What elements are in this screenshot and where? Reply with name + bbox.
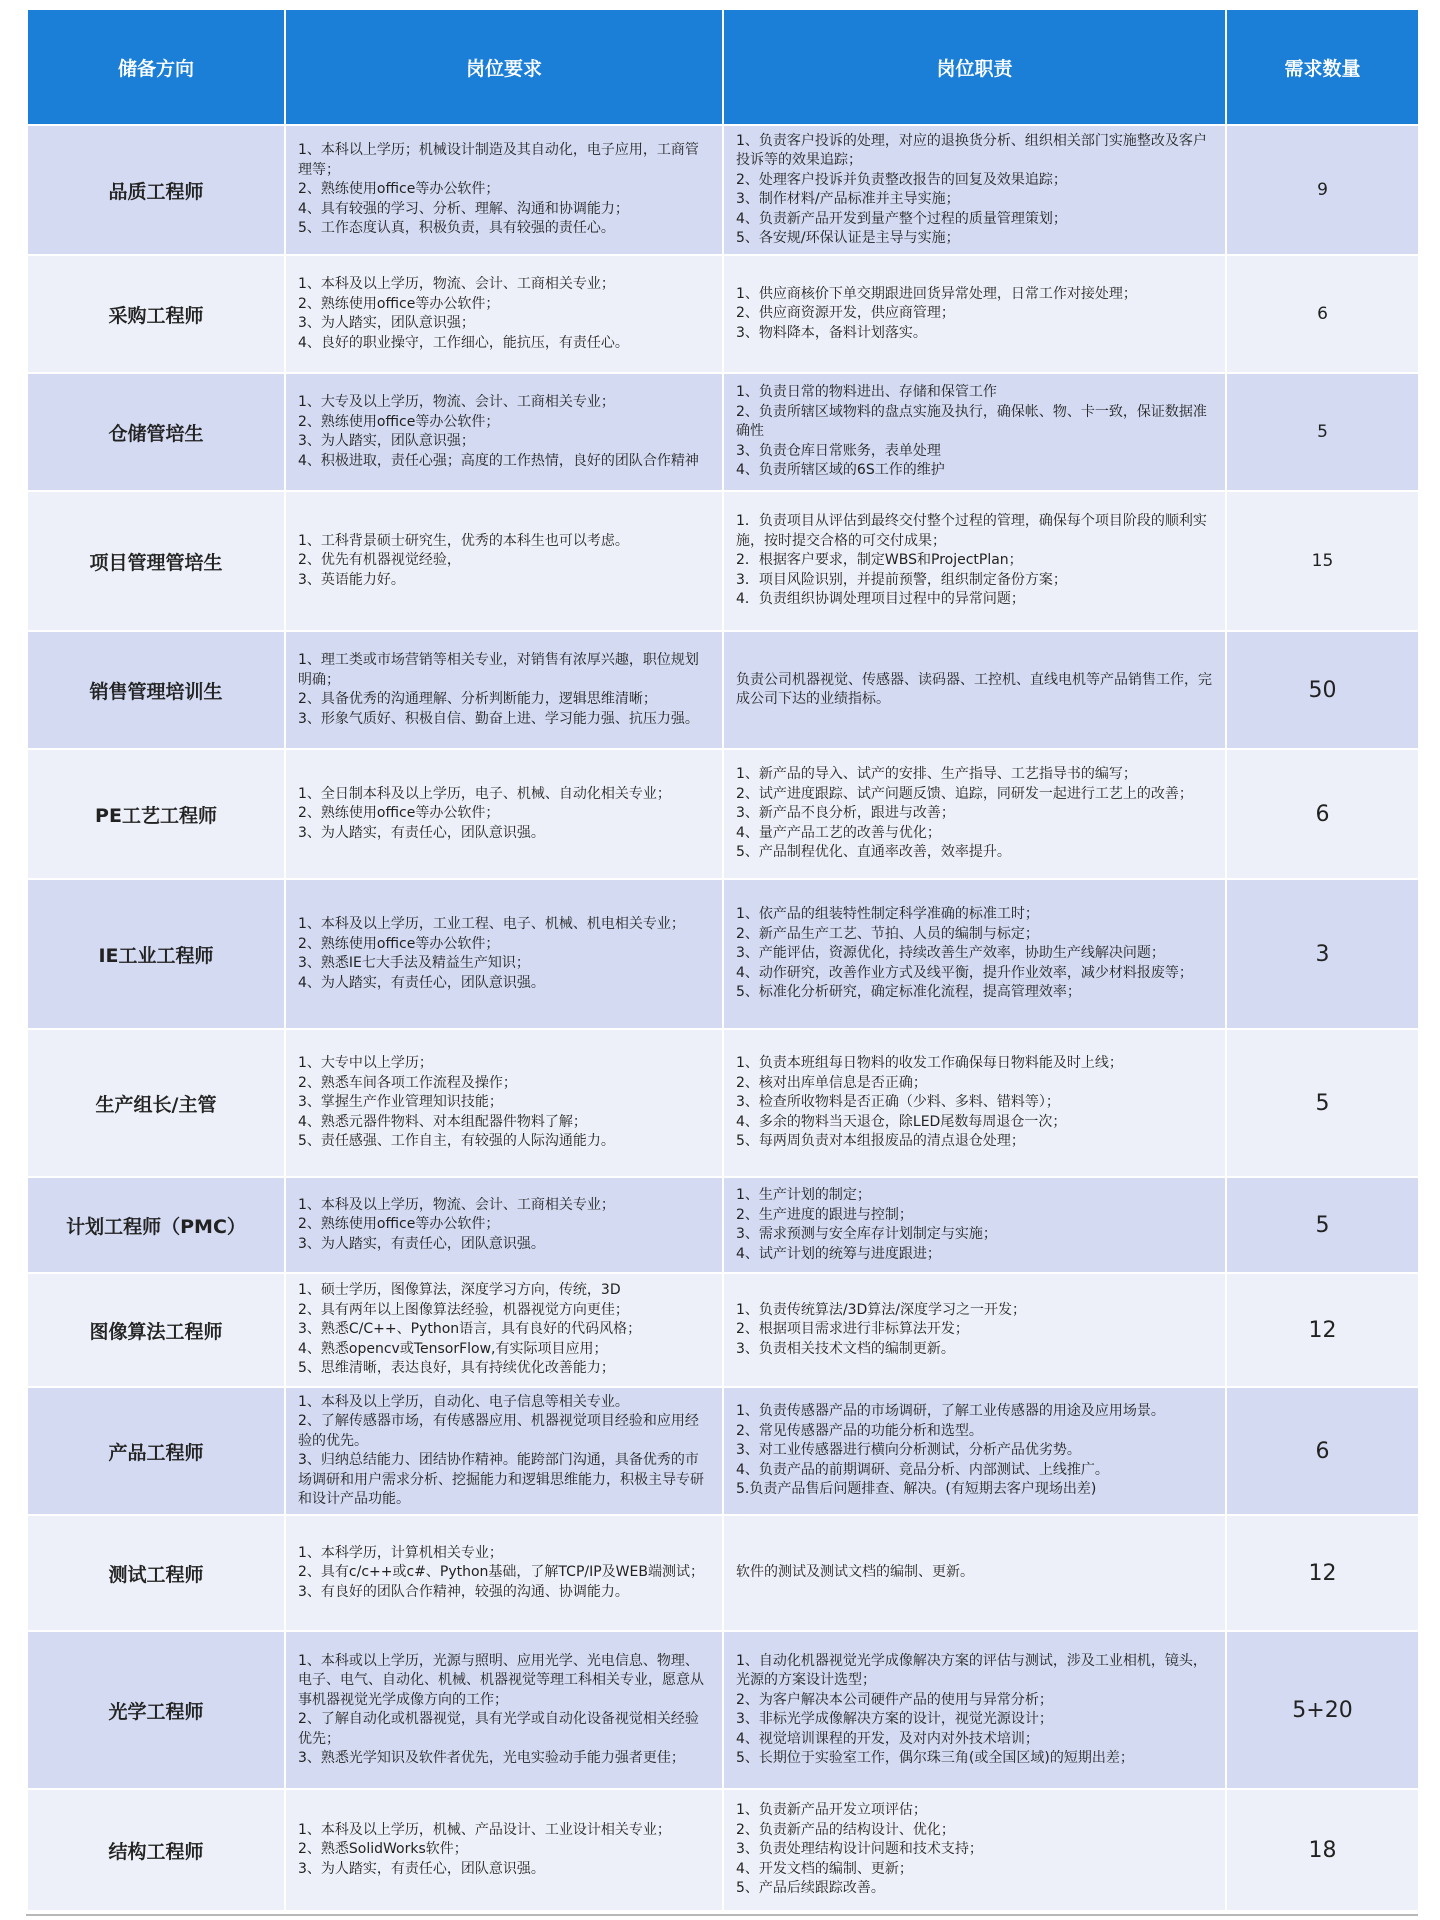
requirement-line: 1、本科及以上学历，工业工程、电子、机械、机电相关专业；: [298, 916, 685, 932]
duty-line: 软件的测试及测试文档的编制、更新。: [736, 1564, 974, 1581]
duty-line: 5、每两周负责对本组报废品的清点退仓处理；: [736, 1133, 1025, 1150]
duty-line: 5、各安规/环保认证是主导与实施；: [736, 230, 960, 246]
table-row: [27, 1789, 1419, 1911]
table-row: [27, 255, 1419, 373]
duties-cell: [723, 631, 1226, 749]
duty-line: 1、负责新产品开发立项评估；: [736, 1802, 927, 1819]
requirements-cell: [285, 373, 723, 491]
duty-line: 3、需求预测与安全库存计划制定与实施；: [736, 1226, 997, 1242]
duty-line: 1、供应商核价下单交期跟进回货异常处理，日常工作对接处理；: [736, 285, 1137, 302]
duty-line: 5、产品制程优化、直通率改善，效率提升。: [736, 844, 1011, 861]
duty-line: 4、动作研究，改善作业方式及线平衡，提升作业效率，减少材料报废等；: [736, 964, 1193, 981]
duty-line: 1、新产品的导入、试产的安排、生产指导、工艺指导书的编写；: [736, 766, 1137, 783]
duty-line: 4、负责所辖区域的6S工作的维护: [736, 462, 945, 479]
duties-cell: [723, 1631, 1226, 1789]
requirement-line: 3、归纳总结能力、团结协作精神。能跨部门沟通，具备优秀的市场调研和用户需求分析、挖掘能力和逻辑思维能力，积极主导专研和设计产品功能。: [298, 1452, 704, 1507]
duty-line: 2、负责所辖区域物料的盘点实施及执行，确保帐、物、卡一致，保证数据准确性: [736, 403, 1207, 440]
requirement-line: 5、责任感强、工作自主，有较强的人际沟通能力。: [298, 1133, 615, 1150]
requirement-line: 3、有良好的团队合作精神，较强的沟通、协调能力。: [298, 1583, 629, 1600]
duty-line: 4、视觉培训课程的开发，及对内对外技术培训；: [736, 1730, 1039, 1747]
position-title: 光学工程师: [27, 1631, 285, 1789]
duty-line: 4、多余的物料当天退仓，除LED尾数每周退仓一次；: [736, 1113, 1067, 1130]
duty-line: 4、负责新产品开发到量产整个过程的质量管理策划；: [736, 210, 1067, 227]
duty-line: 2．根据客户要求，制定WBS和ProjectPlan；: [736, 552, 1023, 569]
requirements-cell: [285, 1631, 723, 1789]
duty-line: 负责公司机器视觉、传感器、读码器、工控机、直线电机等产品销售工作，完成公司下达的业绩指标。: [736, 671, 1212, 707]
requirements-cell: [285, 125, 723, 255]
requirement-line: 5、思维清晰，表达良好，具有持续优化改善能力；: [298, 1360, 615, 1377]
table-row: [27, 879, 1419, 1029]
duties-cell: [723, 879, 1226, 1029]
requirement-line: 4、具有较强的学习、分析、理解、沟通和协调能力；: [298, 200, 629, 217]
duty-line: 1、负责本班组每日物料的收发工作确保每日物料能及时上线；: [736, 1055, 1123, 1072]
requirements-cell: [285, 491, 723, 631]
quantity-cell: 6: [1226, 749, 1419, 879]
duty-line: 1、生产计划的制定；: [736, 1187, 871, 1203]
position-title: 测试工程师: [27, 1515, 285, 1631]
duty-line: 3、检查所收物料是否正确（少料、多料、错料等）；: [736, 1094, 1060, 1111]
table-row: [27, 631, 1419, 749]
requirement-line: 2、熟练使用office等办公软件；: [298, 805, 500, 822]
position-title: 计划工程师（PMC）: [27, 1177, 285, 1273]
table-row: [27, 1515, 1419, 1631]
duty-line: 2、供应商资源开发，供应商管理；: [736, 305, 955, 322]
requirement-line: 1、大专中以上学历；: [298, 1055, 433, 1072]
table-row: [27, 1631, 1419, 1789]
requirement-line: 5、工作态度认真，积极负责，具有较强的责任心。: [298, 220, 615, 237]
duty-line: 4．负责组织协调处理项目过程中的异常问题；: [736, 591, 1025, 608]
duty-line: 2、处理客户投诉并负责整改报告的回复及效果追踪；: [736, 171, 1067, 188]
requirement-line: 2、具备优秀的沟通理解、分析判断能力，逻辑思维清晰；: [298, 691, 657, 707]
duty-line: 3、非标光学成像解决方案的设计，视觉光源设计；: [736, 1711, 1053, 1727]
requirement-line: 3、为人踏实，有责任心，团队意识强。: [298, 1860, 545, 1877]
requirements-cell: [285, 1387, 723, 1515]
requirement-line: 1、大专及以上学历，物流、会计、工商相关专业；: [298, 394, 615, 410]
duty-line: 1、自动化机器视觉光学成像解决方案的评估与测试，涉及工业相机，镜头，光源的方案设计选型；: [736, 1652, 1207, 1688]
requirements-cell: [285, 1177, 723, 1273]
requirement-line: 1、工科背景硕士研究生，优秀的本科生也可以考虑。: [298, 532, 629, 549]
duty-line: 3、制作材料/产品标准并主导实施；: [736, 191, 960, 207]
requirement-line: 2、熟练使用office等办公软件；: [298, 295, 500, 312]
position-title: 产品工程师: [27, 1387, 285, 1515]
quantity-cell: 18: [1226, 1789, 1419, 1911]
bottom-divider: [26, 1914, 1418, 1916]
requirements-cell: [285, 879, 723, 1029]
requirement-line: 1、本科及以上学历，物流、会计、工商相关专业；: [298, 276, 615, 292]
duty-line: 1、负责传感器产品的市场调研，了解工业传感器的用途及应用场景。: [736, 1403, 1165, 1420]
requirement-line: 1、本科学历，计算机相关专业；: [298, 1544, 503, 1561]
duty-line: 3、负责相关技术文档的编制更新。: [736, 1340, 955, 1357]
requirement-line: 1、本科及以上学历，自动化、电子信息等相关专业。: [298, 1393, 629, 1410]
table-body: [27, 125, 1419, 1911]
requirement-line: 3、为人踏实，团队意识强；: [298, 433, 475, 449]
requirement-line: 2、熟练使用office等办公软件；: [298, 181, 500, 198]
requirement-line: 2、熟练使用office等办公软件；: [298, 1216, 500, 1233]
position-title: 生产组长/主管: [27, 1029, 285, 1177]
duty-line: 2、生产进度的跟进与控制；: [736, 1206, 913, 1223]
duty-line: 2、常见传感器产品的功能分析和选型。: [736, 1422, 983, 1439]
requirement-line: 1、硕士学历，图像算法，深度学习方向，传统，3D: [298, 1282, 621, 1299]
requirement-line: 2、具有两年以上图像算法经验，机器视觉方向更佳；: [298, 1301, 629, 1318]
duty-line: 2、试产进度跟踪、试产问题反馈、追踪，同研发一起进行工艺上的改善；: [736, 785, 1193, 802]
requirement-line: 3、为人踏实，有责任心，团队意识强。: [298, 1235, 545, 1252]
duty-line: 4、开发文档的编制、更新；: [736, 1860, 913, 1877]
duty-line: 1、依产品的组装特性制定科学准确的标准工时；: [736, 906, 1039, 923]
quantity-cell: 5: [1226, 373, 1419, 491]
table-row: [27, 1177, 1419, 1273]
job-table: [26, 8, 1420, 1912]
quantity-cell: 3: [1226, 879, 1419, 1029]
duties-cell: [723, 1273, 1226, 1387]
quantity-cell: 50: [1226, 631, 1419, 749]
requirement-line: 4、熟悉opencv或TensorFlow,有实际项目应用；: [298, 1340, 608, 1357]
requirement-line: 4、良好的职业操守，工作细心，能抗压，有责任心。: [298, 334, 629, 351]
requirement-line: 3、为人踏实，团队意识强；: [298, 315, 475, 331]
duty-line: 2、负责新产品的结构设计、优化；: [736, 1821, 955, 1838]
duties-cell: [723, 1177, 1226, 1273]
duty-line: 1、负责传统算法/3D算法/深度学习之一开发；: [736, 1301, 1027, 1318]
requirement-line: 1、本科或以上学历，光源与照明、应用光学、光电信息、物理、电子、电气、自动化、机械、机器视觉等理工科相关专业，愿意从事机器视觉光学成像方向的工作；: [298, 1652, 704, 1708]
requirement-line: 1、理工类或市场营销等相关专业，对销售有浓厚兴趣，职位规划明确；: [298, 652, 699, 688]
duty-line: 1、负责客户投诉的处理，对应的退换货分析、组织相关部门实施整改及客户投诉等的效果追踪；: [736, 132, 1207, 168]
requirements-cell: [285, 255, 723, 373]
requirement-line: 2、熟练使用office等办公软件；: [298, 935, 500, 952]
position-title: 采购工程师: [27, 255, 285, 373]
requirement-line: 3、英语能力好。: [298, 571, 405, 588]
duty-line: 3、负责处理结构设计问题和技术支持；: [736, 1841, 983, 1858]
requirement-line: 2、熟悉车间各项工作流程及操作；: [298, 1074, 517, 1091]
table-row: [27, 1273, 1419, 1387]
duty-line: 4、负责产品的前期调研、竞品分析、内部测试、上线推广。: [736, 1461, 1109, 1478]
duty-line: 3、对工业传感器进行横向分析测试，分析产品优劣势。: [736, 1442, 1081, 1459]
duty-line: 2、新产品生产工艺、节拍、人员的编制与标定；: [736, 925, 1039, 942]
requirement-line: 3、熟悉IE七大手法及精益生产知识；: [298, 955, 530, 971]
duty-line: 3、产能评估，资源优化，持续改善生产效率，协助生产线解决问题；: [736, 945, 1165, 962]
duty-line: 1．负责项目从评估到最终交付整个过程的管理，确保每个项目阶段的顺利实施，按时提交合格的可交付成果；: [736, 513, 1207, 549]
quantity-cell: 6: [1226, 255, 1419, 373]
duty-line: 3、负责仓库日常账务，表单处理: [736, 442, 941, 459]
duty-line: 5、长期位于实验室工作，偶尔珠三角(或全国区域)的短期出差；: [736, 1750, 1134, 1766]
header-duties: 岗位职责: [723, 9, 1226, 125]
duty-line: 5、产品后续跟踪改善。: [736, 1880, 885, 1897]
requirement-line: 1、全日制本科及以上学历，电子、机械、自动化相关专业；: [298, 785, 671, 802]
duties-cell: [723, 491, 1226, 631]
table-row: [27, 491, 1419, 631]
requirement-line: 2、熟练使用office等办公软件；: [298, 413, 500, 430]
requirement-line: 3、熟悉C/C++、Python语言，具有良好的代码风格；: [298, 1321, 642, 1338]
quantity-cell: 5: [1226, 1177, 1419, 1273]
position-title: 仓储管培生: [27, 373, 285, 491]
requirement-line: 3、掌握生产作业管理知识技能；: [298, 1094, 503, 1111]
duty-line: 2、根据项目需求进行非标算法开发；: [736, 1321, 969, 1338]
header-row: [27, 9, 1419, 125]
table-row: [27, 125, 1419, 255]
duty-line: 2、为客户解决本公司硬件产品的使用与异常分析；: [736, 1691, 1053, 1708]
requirement-line: 1、本科以上学历；机械设计制造及其自动化，电子应用，工商管理等；: [298, 142, 699, 178]
table-row: [27, 1029, 1419, 1177]
duty-line: 4、试产计划的统筹与进度跟进；: [736, 1245, 941, 1262]
table-row: [27, 373, 1419, 491]
duties-cell: [723, 1789, 1226, 1911]
requirements-cell: [285, 1789, 723, 1911]
requirement-line: 4、为人踏实，有责任心，团队意识强。: [298, 974, 545, 991]
table-row: [27, 749, 1419, 879]
duty-line: 5、标准化分析研究，确定标准化流程，提高管理效率；: [736, 984, 1081, 1001]
quantity-cell: 12: [1226, 1273, 1419, 1387]
duty-line: 3、物料降本，备料计划落实。: [736, 324, 927, 341]
position-title: IE工业工程师: [27, 879, 285, 1029]
duties-cell: [723, 125, 1226, 255]
position-title: 项目管理管培生: [27, 491, 285, 631]
quantity-cell: 15: [1226, 491, 1419, 631]
duties-cell: [723, 255, 1226, 373]
duties-cell: [723, 1387, 1226, 1515]
requirement-line: 2、了解传感器市场，有传感器应用、机器视觉项目经验和应用经验的优先。: [298, 1413, 699, 1449]
duty-line: 3．项目风险识别，并提前预警，组织制定备份方案；: [736, 571, 1067, 588]
duties-cell: [723, 749, 1226, 879]
position-title: PE工艺工程师: [27, 749, 285, 879]
quantity-cell: 5+20: [1226, 1631, 1419, 1789]
quantity-cell: 12: [1226, 1515, 1419, 1631]
requirement-line: 1、本科及以上学历，物流、会计、工商相关专业；: [298, 1196, 615, 1213]
requirements-cell: [285, 749, 723, 879]
requirements-cell: [285, 1029, 723, 1177]
requirement-line: 2、熟悉SolidWorks软件；: [298, 1841, 468, 1858]
quantity-cell: 6: [1226, 1387, 1419, 1515]
requirement-line: 1、本科及以上学历，机械、产品设计、工业设计相关专业；: [298, 1821, 671, 1838]
requirements-cell: [285, 1515, 723, 1631]
requirements-cell: [285, 631, 723, 749]
requirement-line: 2、优先有机器视觉经验，: [298, 552, 461, 569]
requirement-line: 2、了解自动化或机器视觉，具有光学或自动化设备视觉相关经验优先；: [298, 1711, 699, 1747]
duty-line: 1、负责日常的物料进出、存储和保管工作: [736, 384, 997, 401]
duty-line: 2、核对出库单信息是否正确；: [736, 1074, 927, 1091]
requirement-line: 3、为人踏实，有责任心，团队意识强。: [298, 824, 545, 841]
duties-cell: [723, 373, 1226, 491]
requirements-cell: [285, 1273, 723, 1387]
header-requirements: 岗位要求: [285, 9, 723, 125]
requirement-line: 3、形象气质好、积极自信、勤奋上进、学习能力强、抗压力强。: [298, 710, 699, 727]
position-title: 图像算法工程师: [27, 1273, 285, 1387]
header-direction: 储备方向: [27, 9, 285, 125]
requirement-line: 3、熟悉光学知识及软件者优先，光电实验动手能力强者更佳；: [298, 1750, 685, 1766]
duties-cell: [723, 1515, 1226, 1631]
position-title: 销售管理培训生: [27, 631, 285, 749]
duty-line: 5.负责产品售后问题排查、解决。(有短期去客户现场出差): [736, 1481, 1097, 1498]
requirement-line: 4、熟悉元器件物料、对本组配器件物料了解；: [298, 1113, 587, 1130]
duty-line: 3、新产品不良分析，跟进与改善；: [736, 805, 955, 822]
position-title: 品质工程师: [27, 125, 285, 255]
duty-line: 4、量产产品工艺的改善与优化；: [736, 824, 941, 841]
duties-cell: [723, 1029, 1226, 1177]
requirement-line: 4、积极进取，责任心强；高度的工作热情，良好的团队合作精神: [298, 452, 699, 469]
position-title: 结构工程师: [27, 1789, 285, 1911]
requirement-line: 2、具有c/c++或c#、Python基础，了解TCP/IP及WEB端测试；: [298, 1564, 704, 1581]
quantity-cell: 5: [1226, 1029, 1419, 1177]
quantity-cell: 9: [1226, 125, 1419, 255]
table-row: [27, 1387, 1419, 1515]
header-quantity: 需求数量: [1226, 9, 1419, 125]
